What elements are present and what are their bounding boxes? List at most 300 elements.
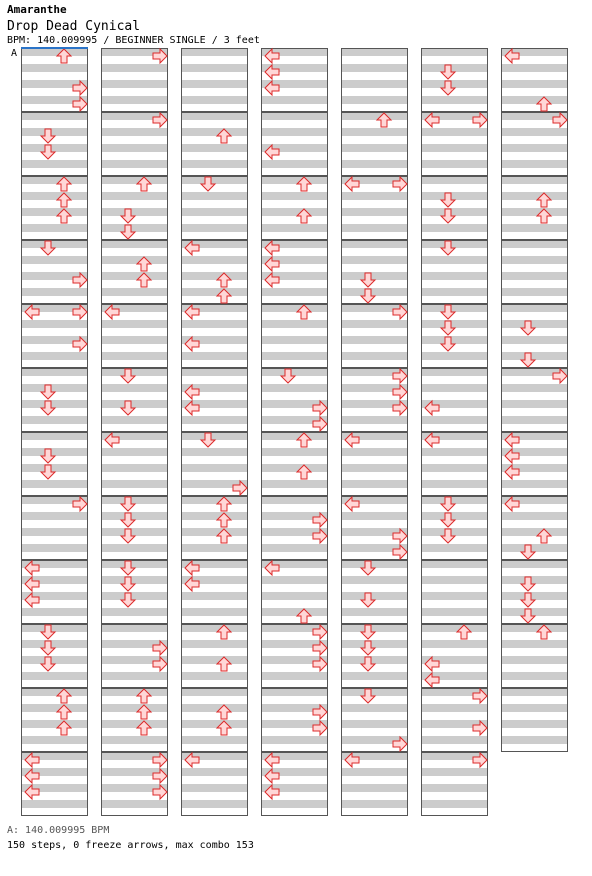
measure <box>501 688 568 752</box>
beat-stripe <box>501 240 568 248</box>
beat-stripe <box>101 336 168 344</box>
beat-stripe <box>341 624 408 632</box>
beat-stripe <box>501 288 568 296</box>
beat-stripe <box>101 592 168 600</box>
beat-stripe <box>181 624 248 632</box>
measure <box>21 624 88 688</box>
measure <box>21 688 88 752</box>
measure <box>341 752 408 816</box>
beat-stripe <box>261 128 328 136</box>
beat-stripe <box>501 304 568 312</box>
beat-stripe <box>101 576 168 584</box>
beat-stripe <box>341 720 408 728</box>
artist-name: Amaranthe <box>7 3 67 16</box>
beat-stripe <box>501 384 568 392</box>
beat-stripe <box>181 160 248 168</box>
beat-stripe <box>421 176 488 184</box>
beat-stripe <box>181 592 248 600</box>
beat-stripe <box>101 496 168 504</box>
beat-stripe <box>421 624 488 632</box>
beat-stripe <box>21 384 88 392</box>
beat-stripe <box>341 224 408 232</box>
measure <box>21 112 88 176</box>
beat-stripe <box>501 352 568 360</box>
measure <box>21 48 88 112</box>
measure <box>501 432 568 496</box>
beat-stripe <box>341 256 408 264</box>
beat-stripe <box>421 320 488 328</box>
measure <box>341 112 408 176</box>
beat-stripe <box>341 480 408 488</box>
beat-stripe <box>421 592 488 600</box>
beat-stripe <box>501 400 568 408</box>
beat-stripe <box>181 496 248 504</box>
beat-stripe <box>501 672 568 680</box>
measure <box>421 48 488 112</box>
beat-stripe <box>341 288 408 296</box>
beat-stripe <box>341 656 408 664</box>
beat-stripe <box>181 448 248 456</box>
beat-stripe <box>21 224 88 232</box>
beat-stripe <box>21 128 88 136</box>
beat-stripe <box>101 80 168 88</box>
measure <box>261 496 328 560</box>
beat-stripe <box>101 368 168 376</box>
beat-stripe <box>421 464 488 472</box>
measure <box>21 304 88 368</box>
beat-stripe <box>421 288 488 296</box>
beat-stripe <box>341 80 408 88</box>
beat-stripe <box>261 304 328 312</box>
beat-stripe <box>501 208 568 216</box>
measure <box>101 304 168 368</box>
measure <box>101 432 168 496</box>
beat-stripe <box>181 80 248 88</box>
beat-stripe <box>261 800 328 808</box>
measure <box>341 496 408 560</box>
measure <box>341 176 408 240</box>
beat-stripe <box>421 480 488 488</box>
beat-stripe <box>261 384 328 392</box>
beat-stripe <box>501 704 568 712</box>
beat-stripe <box>341 800 408 808</box>
beat-stripe <box>261 576 328 584</box>
beat-stripe <box>421 256 488 264</box>
beat-stripe <box>181 208 248 216</box>
beat-stripe <box>181 144 248 152</box>
measure <box>421 496 488 560</box>
measure <box>501 48 568 112</box>
beat-stripe <box>501 688 568 696</box>
measure <box>181 368 248 432</box>
beat-stripe <box>421 192 488 200</box>
beat-stripe <box>501 320 568 328</box>
beat-stripe <box>21 352 88 360</box>
beat-stripe <box>181 656 248 664</box>
beat-stripe <box>341 128 408 136</box>
beat-stripe <box>341 96 408 104</box>
beat-stripe <box>421 96 488 104</box>
beat-stripe <box>21 48 88 56</box>
beat-stripe <box>101 688 168 696</box>
measure <box>101 752 168 816</box>
beat-stripe <box>101 544 168 552</box>
beat-stripe <box>181 432 248 440</box>
beat-stripe <box>261 352 328 360</box>
beat-stripe <box>21 192 88 200</box>
beat-stripe <box>21 160 88 168</box>
beat-stripe <box>101 352 168 360</box>
beat-stripe <box>261 464 328 472</box>
beat-stripe <box>101 320 168 328</box>
beat-stripe <box>181 768 248 776</box>
beat-stripe <box>181 544 248 552</box>
beat-stripe <box>101 704 168 712</box>
beat-stripe <box>501 528 568 536</box>
beat-stripe <box>101 560 168 568</box>
beat-stripe <box>101 512 168 520</box>
beat-stripe <box>501 224 568 232</box>
beat-stripe <box>501 256 568 264</box>
beat-stripe <box>421 128 488 136</box>
measure <box>101 496 168 560</box>
beat-stripe <box>101 448 168 456</box>
beat-stripe <box>421 448 488 456</box>
beat-stripe <box>101 736 168 744</box>
beat-stripe <box>181 224 248 232</box>
beat-stripe <box>341 416 408 424</box>
beat-stripe <box>101 160 168 168</box>
beat-stripe <box>101 720 168 728</box>
measure <box>181 176 248 240</box>
measure <box>21 368 88 432</box>
measure <box>421 560 488 624</box>
beat-stripe <box>421 496 488 504</box>
beat-stripe <box>101 272 168 280</box>
beat-stripe <box>501 736 568 744</box>
beat-stripe <box>181 736 248 744</box>
beat-stripe <box>101 256 168 264</box>
measure <box>501 560 568 624</box>
beat-stripe <box>261 368 328 376</box>
beat-stripe <box>421 416 488 424</box>
measure <box>101 240 168 304</box>
beat-stripe <box>101 64 168 72</box>
bpm-marker-label: A <box>11 48 18 59</box>
beat-stripe <box>21 288 88 296</box>
beat-stripe <box>261 160 328 168</box>
beat-stripe <box>21 720 88 728</box>
measure <box>261 304 328 368</box>
beat-stripe <box>421 560 488 568</box>
measure <box>261 368 328 432</box>
beat-stripe <box>421 160 488 168</box>
measure <box>181 240 248 304</box>
beat-stripe <box>21 528 88 536</box>
beat-stripe <box>421 528 488 536</box>
beat-stripe <box>421 784 488 792</box>
beat-stripe <box>501 64 568 72</box>
beat-stripe <box>421 272 488 280</box>
beat-stripe <box>181 288 248 296</box>
beat-stripe <box>501 160 568 168</box>
beat-stripe <box>21 656 88 664</box>
measure <box>501 496 568 560</box>
measure <box>501 112 568 176</box>
beat-stripe <box>21 608 88 616</box>
beat-stripe <box>21 240 88 248</box>
beat-stripe <box>181 368 248 376</box>
measure <box>261 112 328 176</box>
beat-stripe <box>501 272 568 280</box>
chart-info: BPM: 140.009995 / BEGINNER SINGLE / 3 feet <box>7 35 260 46</box>
measure <box>21 432 88 496</box>
beat-stripe <box>421 800 488 808</box>
beat-stripe <box>21 464 88 472</box>
beat-stripe <box>181 784 248 792</box>
measure <box>421 112 488 176</box>
beat-stripe <box>341 576 408 584</box>
beat-stripe <box>21 208 88 216</box>
measure <box>501 624 568 688</box>
measure <box>421 432 488 496</box>
measure <box>261 688 328 752</box>
beat-stripe <box>101 400 168 408</box>
beat-stripe <box>421 352 488 360</box>
beat-stripe <box>21 112 88 120</box>
beat-stripe <box>21 736 88 744</box>
measures-layer <box>21 48 568 816</box>
beat-stripe <box>21 416 88 424</box>
footer-bpm: A: 140.009995 BPM <box>7 825 110 836</box>
measure <box>101 688 168 752</box>
measure <box>101 112 168 176</box>
beat-stripe <box>21 64 88 72</box>
beat-stripe <box>261 688 328 696</box>
beat-stripe <box>341 336 408 344</box>
beat-stripe <box>421 512 488 520</box>
beat-stripe <box>501 624 568 632</box>
beat-stripe <box>101 624 168 632</box>
measure <box>181 752 248 816</box>
beat-stripe <box>181 528 248 536</box>
beat-stripe <box>501 192 568 200</box>
beat-stripe <box>421 144 488 152</box>
measure <box>421 624 488 688</box>
measure <box>501 368 568 432</box>
beat-stripe <box>101 96 168 104</box>
beat-stripe <box>101 144 168 152</box>
measure <box>101 368 168 432</box>
beat-stripe <box>181 688 248 696</box>
measure <box>421 304 488 368</box>
beat-stripe <box>421 64 488 72</box>
measure <box>181 48 248 112</box>
beat-stripe <box>421 304 488 312</box>
beat-stripe <box>261 736 328 744</box>
beat-stripe <box>101 192 168 200</box>
measure <box>261 432 328 496</box>
measure <box>501 240 568 304</box>
beat-stripe <box>421 224 488 232</box>
beat-stripe <box>261 608 328 616</box>
beat-stripe <box>261 192 328 200</box>
beat-stripe <box>501 416 568 424</box>
beat-stripe <box>421 48 488 56</box>
beat-stripe <box>181 352 248 360</box>
beat-stripe <box>261 224 328 232</box>
measure <box>181 688 248 752</box>
beat-stripe <box>341 672 408 680</box>
beat-stripe <box>421 80 488 88</box>
beat-stripe <box>101 480 168 488</box>
beat-stripe <box>341 160 408 168</box>
measure <box>501 176 568 240</box>
measure <box>181 560 248 624</box>
measure <box>501 304 568 368</box>
beat-stripe <box>181 176 248 184</box>
measure <box>261 240 328 304</box>
beat-stripe <box>181 672 248 680</box>
measure <box>101 48 168 112</box>
beat-stripe <box>341 272 408 280</box>
beat-stripe <box>501 576 568 584</box>
measure <box>181 624 248 688</box>
beat-stripe <box>21 512 88 520</box>
beat-stripe <box>501 592 568 600</box>
beat-stripe <box>261 96 328 104</box>
beat-stripe <box>181 608 248 616</box>
measure <box>101 176 168 240</box>
beat-stripe <box>341 144 408 152</box>
beat-stripe <box>101 224 168 232</box>
beat-stripe <box>421 240 488 248</box>
beat-stripe <box>421 704 488 712</box>
beat-stripe <box>21 480 88 488</box>
measure <box>341 560 408 624</box>
measure <box>261 48 328 112</box>
beat-stripe <box>341 704 408 712</box>
beat-stripe <box>501 480 568 488</box>
measure <box>21 560 88 624</box>
measure <box>21 176 88 240</box>
beat-stripe <box>261 448 328 456</box>
beat-stripe <box>101 464 168 472</box>
beat-stripe <box>261 672 328 680</box>
beat-stripe <box>101 800 168 808</box>
beat-stripe <box>181 416 248 424</box>
beat-stripe <box>261 336 328 344</box>
beat-stripe <box>21 320 88 328</box>
beat-stripe <box>101 176 168 184</box>
beat-stripe <box>101 208 168 216</box>
beat-stripe <box>341 240 408 248</box>
beat-stripe <box>261 496 328 504</box>
beat-stripe <box>501 544 568 552</box>
measure <box>101 624 168 688</box>
beat-stripe <box>421 640 488 648</box>
beat-stripe <box>501 512 568 520</box>
measure <box>341 48 408 112</box>
measure <box>421 240 488 304</box>
measure <box>421 176 488 240</box>
beat-stripe <box>21 800 88 808</box>
beat-stripe <box>261 208 328 216</box>
beat-stripe <box>501 128 568 136</box>
beat-stripe <box>341 560 408 568</box>
beat-stripe <box>21 144 88 152</box>
footer-stats: 150 steps, 0 freeze arrows, max combo 153 <box>7 840 254 851</box>
beat-stripe <box>261 288 328 296</box>
beat-stripe <box>21 640 88 648</box>
beat-stripe <box>421 736 488 744</box>
beat-stripe <box>421 368 488 376</box>
beat-stripe <box>341 688 408 696</box>
beat-stripe <box>341 48 408 56</box>
beat-stripe <box>261 592 328 600</box>
measure <box>21 752 88 816</box>
beat-stripe <box>261 480 328 488</box>
beat-stripe <box>501 608 568 616</box>
beat-stripe <box>501 80 568 88</box>
beat-stripe <box>181 112 248 120</box>
beat-stripe <box>501 560 568 568</box>
measure <box>261 560 328 624</box>
beat-stripe <box>181 800 248 808</box>
beat-stripe <box>101 528 168 536</box>
beat-stripe <box>421 608 488 616</box>
beat-stripe <box>501 720 568 728</box>
beat-stripe <box>501 176 568 184</box>
song-title: Drop Dead Cynical <box>7 19 141 34</box>
beat-stripe <box>421 336 488 344</box>
beat-stripe <box>341 464 408 472</box>
beat-stripe <box>341 192 408 200</box>
beat-stripe <box>341 640 408 648</box>
measure <box>341 240 408 304</box>
beat-stripe <box>21 256 88 264</box>
beat-stripe <box>181 320 248 328</box>
measure <box>341 624 408 688</box>
beat-stripe <box>261 544 328 552</box>
beat-stripe <box>341 320 408 328</box>
beat-stripe <box>21 448 88 456</box>
beat-stripe <box>181 192 248 200</box>
beat-stripe <box>101 672 168 680</box>
beat-stripe <box>181 720 248 728</box>
beat-stripe <box>341 208 408 216</box>
measure <box>181 496 248 560</box>
beat-stripe <box>261 112 328 120</box>
beat-stripe <box>341 784 408 792</box>
beat-stripe <box>21 624 88 632</box>
measure <box>341 304 408 368</box>
beat-stripe <box>181 640 248 648</box>
beat-stripe <box>181 256 248 264</box>
beat-stripe <box>21 688 88 696</box>
beat-stripe <box>341 512 408 520</box>
beat-stripe <box>181 64 248 72</box>
beat-stripe <box>21 368 88 376</box>
beat-stripe <box>261 176 328 184</box>
beat-stripe <box>341 64 408 72</box>
beat-stripe <box>181 48 248 56</box>
beat-stripe <box>501 144 568 152</box>
beat-stripe <box>101 416 168 424</box>
beat-stripe <box>21 432 88 440</box>
measure <box>21 496 88 560</box>
beat-stripe <box>181 96 248 104</box>
